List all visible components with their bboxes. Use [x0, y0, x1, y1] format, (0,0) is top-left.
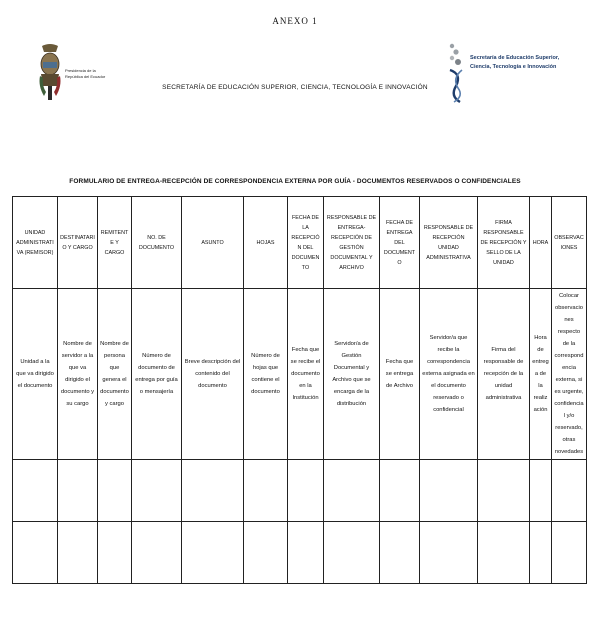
entry-cell[interactable]: [58, 522, 98, 584]
senescyt-logo: [446, 40, 576, 110]
header-row: [13, 197, 587, 289]
description-cell: Fecha que se recibe el documento en la Institución: [288, 289, 324, 460]
column-header: RESPONSABLE DE ENTREGA-RECEPCIÓN DE GESTIÓN DOCUMENTAL Y ARCHIVO: [324, 197, 380, 289]
coat-of-arms-icon: [38, 42, 62, 104]
header-title: SECRETARÍA DE EDUCACIÓN SUPERIOR, CIENCIA, TECNOLOGÍA E INNOVACIÓN: [162, 84, 428, 91]
description-cell: Hora de entrega de la realización: [530, 289, 552, 460]
left-logo-caption: Presidencia de la República del Ecuador: [65, 68, 106, 79]
entry-cell[interactable]: [552, 522, 587, 584]
entry-cell[interactable]: [182, 522, 244, 584]
entry-cell[interactable]: [420, 460, 478, 522]
entry-cell[interactable]: [132, 460, 182, 522]
entry-cell[interactable]: [380, 522, 420, 584]
column-header: UNIDAD ADMINISTRATIVA (REMISOR): [13, 197, 58, 289]
entry-cell[interactable]: [324, 460, 380, 522]
description-cell: Breve descripción del contenido del documento: [182, 289, 244, 460]
annex-label: ANEXO 1: [272, 16, 318, 26]
entry-cell[interactable]: [13, 460, 58, 522]
entry-cell[interactable]: [132, 522, 182, 584]
entry-cell[interactable]: [244, 460, 288, 522]
entry-cell[interactable]: [244, 522, 288, 584]
description-cell: Nombre de servidor a la que va dirigido el documento y su cargo: [58, 289, 98, 460]
entry-cell[interactable]: [288, 522, 324, 584]
column-header: OBSERVACIONES: [552, 197, 587, 289]
entry-cell[interactable]: [478, 522, 530, 584]
description-cell: Número de hojas que contiene el documento: [244, 289, 288, 460]
entry-cell[interactable]: [58, 460, 98, 522]
description-cell: Servidor/a de Gestión Documental y Archivo que se encarga de la distribución: [324, 289, 380, 460]
description-cell: Número de documento de entrega por guía o mensajería: [132, 289, 182, 460]
column-header: ASUNTO: [182, 197, 244, 289]
column-header: DESTINATARIO Y CARGO: [58, 197, 98, 289]
description-cell: Unidad a la que va dirigido el documento: [13, 289, 58, 460]
column-header: HORA: [530, 197, 552, 289]
column-header: RESPONSABLE DE RECEPCIÓN UNIDAD ADMINISTRATIVA: [420, 197, 478, 289]
blank-entry-row: [13, 522, 587, 584]
delivery-form-table: [12, 196, 587, 584]
entry-cell[interactable]: [182, 460, 244, 522]
column-header: FECHA DE LA RECEPCIÓN DEL DOCUMENTO: [288, 197, 324, 289]
description-cell: Fecha que se entrega de Archivo: [380, 289, 420, 460]
description-cell: Servidor/a que recibe la correspondencia externa asignada en el documento reservado o confidencial: [420, 289, 478, 460]
entry-cell[interactable]: [380, 460, 420, 522]
entry-cell[interactable]: [288, 460, 324, 522]
column-header: FECHA DE ENTREGA DEL DOCUMENTO: [380, 197, 420, 289]
entry-cell[interactable]: [420, 522, 478, 584]
entry-cell[interactable]: [98, 460, 132, 522]
entry-cell[interactable]: [552, 460, 587, 522]
entry-cell[interactable]: [530, 522, 552, 584]
entry-cell[interactable]: [98, 522, 132, 584]
description-cell: Colocar observaciones respecto de la correspondencia externa, si es urgente, confidencial y/o reservado, otras novedades: [552, 289, 587, 460]
description-row: [13, 289, 587, 460]
column-header: HOJAS: [244, 197, 288, 289]
column-header: NO. DE DOCUMENTO: [132, 197, 182, 289]
right-logo-caption: Secretaría de Educación Superior, Ciencia, Tecnología e Innovación: [470, 55, 560, 70]
blank-entry-row: [13, 460, 587, 522]
entry-cell[interactable]: [13, 522, 58, 584]
entry-cell[interactable]: [324, 522, 380, 584]
description-cell: Nombre de persona que genera el documento y cargo: [98, 289, 132, 460]
senescyt-mark-icon: [446, 40, 468, 106]
ecuador-coat-of-arms-logo: [38, 40, 108, 108]
form-title: FORMULARIO DE ENTREGA-RECEPCIÓN DE CORRESPONDENCIA EXTERNA POR GUÍA - DOCUMENTOS RESERVADOS O CONFIDENCIALES: [69, 178, 521, 185]
column-header: FIRMA RESPONSABLE DE RECEPCIÓN Y SELLO DE LA UNIDAD: [478, 197, 530, 289]
entry-cell[interactable]: [478, 460, 530, 522]
entry-cell[interactable]: [530, 460, 552, 522]
column-header: REMITENTE Y CARGO: [98, 197, 132, 289]
description-cell: Firma del responsable de recepción de la unidad administrativa: [478, 289, 530, 460]
